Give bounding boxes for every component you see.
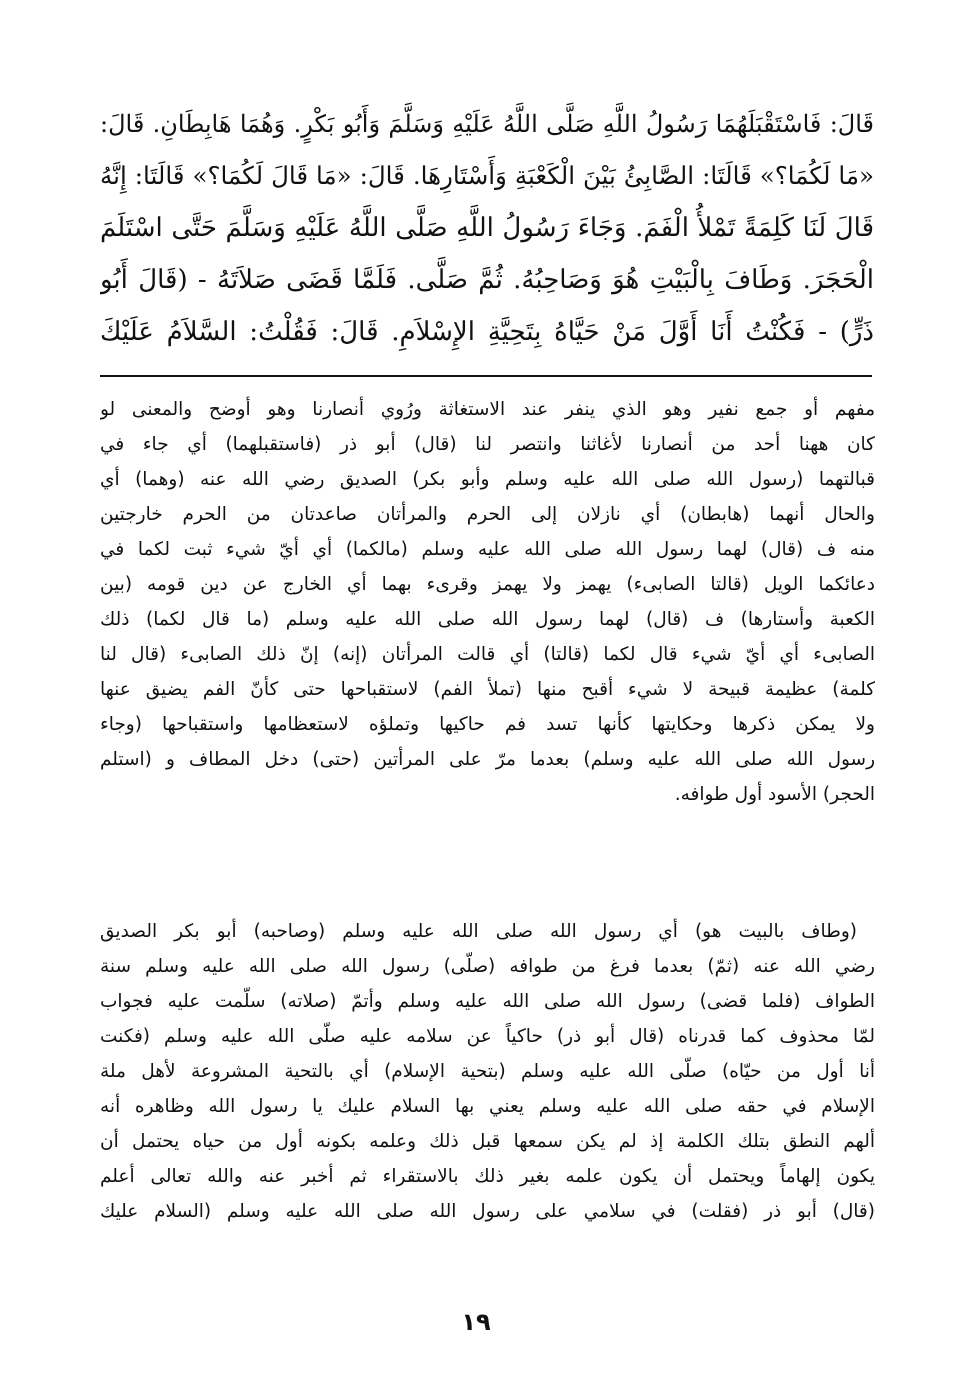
hadith-line: «مَا لَكُمَا؟» قَالَتَا: الصَّابِئُ بَيْنَ الْكَعْبَةِ وَأَسْتَارِهَا. قَالَ: «مَا قَالَ لَكُمَا؟» قَالَتَا: إِنَّهُ [100,161,874,190]
commentary-paragraph-2 [100,914,875,1229]
commentary-line: الحجر) الأسود أول طوافه. [674,784,875,805]
commentary-line: (وطاف بالبيت هو) أي رسول الله صلى الله عليه وسلم (وصاحبه) أبو بكر الصديق [100,921,857,942]
commentary-line: والحال أنهما (هابطان) أي نازلان إلى الحرم والمرأتان صاعدتان من الحرم خارجتين [100,504,875,525]
commentary-line: الطواف (فلما قضى) رسول الله صلى الله عليه وسلم وأتمّ (صلاته) سلّمت عليه فجواب [100,991,875,1012]
commentary-line: يكون إلهاماً ويحتمل أن يكون علمه بغير ذلك بالاستقراء ثم أخبر عنه والله تعالى أعلم [100,1166,875,1187]
commentary-line: الكعبة وأستارها) ف (قال) لهما رسول الله صلى الله عليه وسلم (ما قال لكما) ذلك [100,609,875,630]
commentary-line: ألهم النطق بتلك الكلمة إذ لم يكن سمعها قبل ذلك وعلمه بكونه أول من حياه يحتمل أن [100,1131,875,1152]
commentary-line: مفهم أو جمع نفير وهو الذي ينفر عند الاستغاثة ورُوي أنصارنا وهو أوضح والمعنى لو [100,399,875,420]
commentary-line: قبالتهما (رسول الله صلى الله عليه وسلم وأبو بكر) الصديق رضي الله عنه (وهما) أي [100,469,875,490]
commentary-line: رسول الله صلى الله عليه وسلم) بعدما مرّ على المرأتين (حتى) دخل المطاف و (استلم [100,749,875,770]
commentary-line: دعائكما الويل (قالتا الصابىء) يهمز ولا يهمز وقرىء بهما أي الخارج عن دين قومه (بين [100,574,875,595]
hadith-line: الْحَجَرَ. وَطَافَ بِالْبَيْتِ هُوَ وَصَاحِبُهُ. ثُمَّ صَلَّى. فَلَمَّا قَضَى صَلاَتَهُ - (قَالَ أَبُو [100,265,874,295]
commentary-line: لمّا محذوف كما قدرناه (قال أبو ذر) حاكياً عن سلامه عليه صلّى الله عليه وسلم (فكنت [100,1026,875,1047]
commentary-line: الصابىء أي أيّ شيء قال لكما (قالتا) أي قالت المرأتان (إنه) إنّ ذلك الصابىء (قال لنا [100,644,875,665]
commentary-line: كان ههنا أحد من أنصارنا لأغاثنا وانتصر لنا (قال) أبو ذر (فاستقبلهما) أي جاء في [100,434,875,455]
commentary-paragraph-1 [100,392,875,812]
commentary-line: ولا يمكن ذكرها وحكايتها كأنها تسد فم حاكيها وتملؤه لاستعظامها واستقباحها (وجاء [100,714,875,735]
hadith-line: ذَرٍّ) - فَكُنْتُ أَنَا أَوَّلَ مَنْ حَيَّاهُ بِتَحِيَّةِ الإِسْلاَمِ. قَالَ: فَقُلْتُ: السَّلاَمُ عَلَيْكَ [100,317,874,347]
commentary-line: الإسلام في حقه صلى الله عليه وسلم يعني بها السلام عليك يا رسول الله وظاهره أنه [100,1096,875,1117]
commentary-line: (قال) أبو ذر (فقلت) في سلامي على رسول الله صلى الله عليه وسلم (السلام عليك [100,1201,875,1222]
hadith-text [100,98,874,358]
page-number: ١٩ [461,1308,491,1336]
commentary-line: رضي الله عنه (ثمّ) بعدما فرغ من طوافه (صلّى) رسول الله صلى الله عليه وسلم سنة [100,956,875,977]
commentary-line: منه ف (قال) لهما رسول الله صلى الله عليه وسلم (مالكما) أي أيّ شيء ثبت لكما في [100,539,875,560]
hadith-line: قَالَ: فَاسْتَقْبَلَهُمَا رَسُولُ اللَّهِ صَلَّى اللَّهُ عَلَيْهِ وَسَلَّمَ وَأَبُو بَكْرٍ. وَهُمَا هَابِطَانِ. قَالَ: [100,110,874,138]
hadith-line: قَالَ لَنَا كَلِمَةً تَمْلأُ الْفَمَ. وَجَاءَ رَسُولُ اللَّهِ صَلَّى اللَّهُ عَلَيْهِ وَسَلَّمَ حَتَّى اسْتَلَمَ [100,213,874,243]
section-divider [100,375,872,377]
commentary-line: أنا أول من حيّاه) صلّى الله عليه وسلم (بتحية الإسلام) أي بالتحية المشروعة لأهل ملة [100,1061,875,1082]
commentary-line: كلمة) عظيمة قبيحة لا شيء أقبح منها (تملأ الفم) لاستقباحها حتى كأنّ الفم يضيق عنها [100,679,875,700]
